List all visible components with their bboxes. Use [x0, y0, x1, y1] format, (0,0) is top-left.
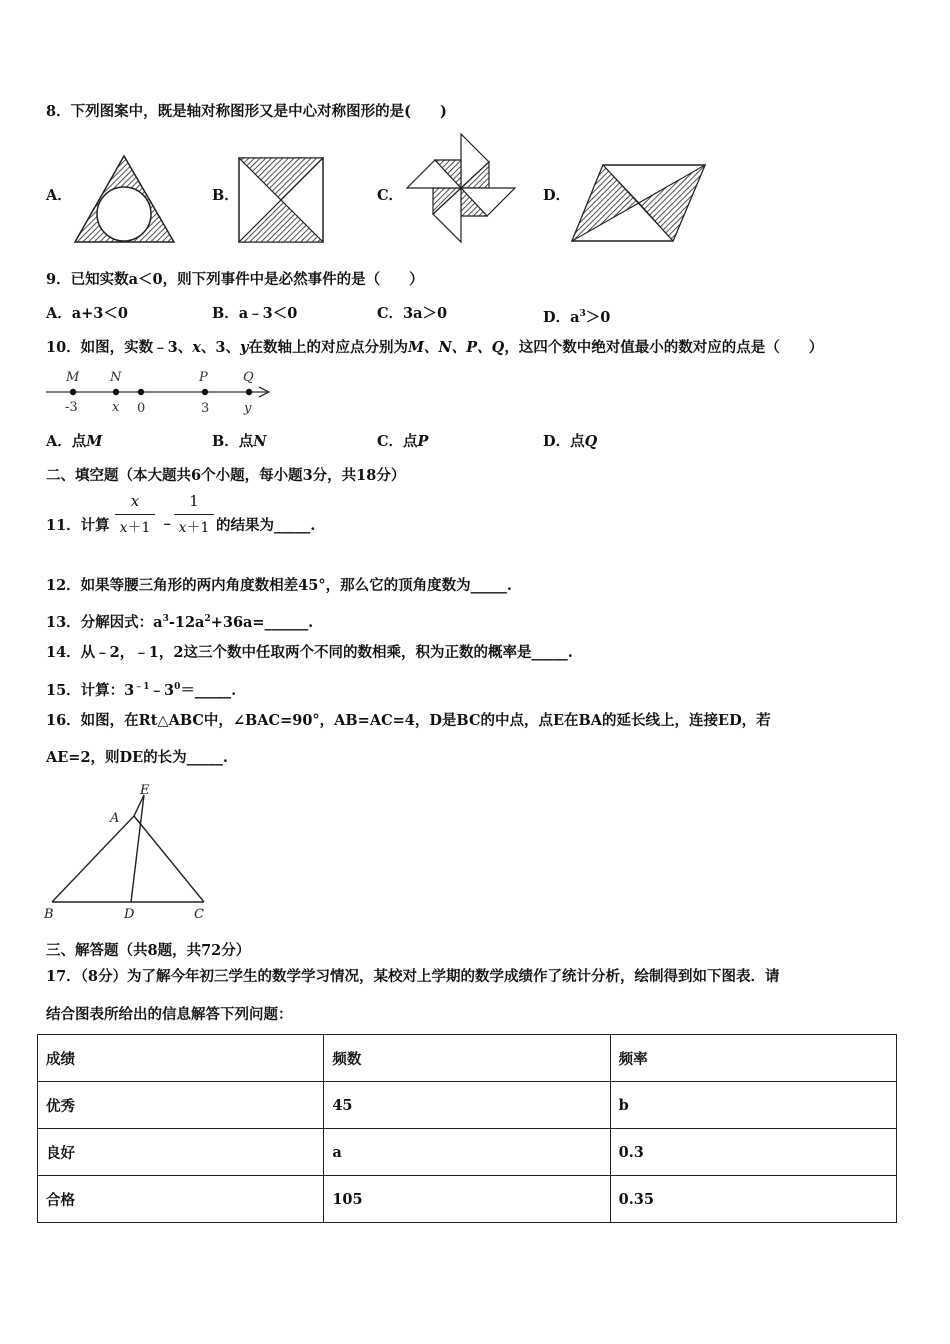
q16-triangle-figure [44, 782, 214, 924]
label-a: A [110, 811, 120, 826]
q10-option-a: A．点M [46, 433, 103, 450]
q10-option-d: D．点Q [543, 433, 598, 450]
label-c: C [194, 907, 204, 922]
table-row [38, 1129, 897, 1176]
label-p: P [199, 370, 208, 385]
table-cell: a [324, 1129, 610, 1176]
q11-fraction2-numerator: 1 [189, 492, 199, 510]
segment-ac [134, 816, 204, 902]
q8-figure-c [405, 132, 517, 244]
segment-de [131, 795, 144, 902]
q8-figure-d [571, 163, 707, 243]
q11-fraction1-bar [115, 514, 155, 515]
segment-ab [52, 816, 134, 902]
q9-option-d: D．$a^3>0$ [543, 308, 611, 326]
q11-fraction2-bar [174, 514, 214, 515]
label-e: E [140, 783, 150, 798]
table-cell: b [610, 1082, 896, 1129]
inscribed-circle [97, 187, 151, 241]
table-cell: 良好 [38, 1129, 324, 1176]
label-m: M [66, 370, 80, 385]
table-header-cell: 成绩 [38, 1035, 324, 1082]
q15-text: 15．计算：$3^{﹣1}﹣3^0=\_\_\_\_\_$. [46, 681, 237, 699]
q8-figure-a [74, 154, 176, 244]
q8-option-a-label: A． [46, 187, 72, 204]
label-d: D [124, 907, 135, 922]
label-b: B [44, 907, 54, 922]
table-header-cell: 频率 [610, 1035, 896, 1082]
q9-option-c: C．3a＞0 [377, 305, 448, 322]
q9-text: 9．已知实数a＜0，则下列事件中是必然事件的是（ ） [46, 271, 424, 288]
q12-text: 12．如果等腰三角形的两内角度数相差45°，那么它的顶角度数为_____. [46, 577, 512, 594]
q8-option-c-label: C． [377, 187, 404, 204]
section-3-heading: 三、解答题（共8题，共72分） [46, 942, 251, 959]
value-y: y [244, 401, 252, 416]
point-n [113, 389, 119, 395]
q16-text-line1: 16．如图，在Rt△ABC中，∠BAC=90°，AB=AC=4，D是BC的中点，点E在BA的延长线上，连接ED，若 [46, 712, 771, 729]
table-cell: 优秀 [38, 1082, 324, 1129]
q8-option-b-label: B． [212, 187, 239, 204]
q13-text: 13．分解因式：$a^3-12a^2+36a=\_\_\_\_\_\_$. [46, 613, 314, 631]
table-cell: 0.3 [610, 1129, 896, 1176]
value-x: x [112, 400, 120, 415]
q17-text-line2: 结合图表所给出的信息解答下列问题： [46, 1006, 293, 1023]
q9-option-b: B．a﹣3＜0 [212, 305, 298, 322]
table-row [38, 1176, 897, 1223]
table-header-cell: 频数 [324, 1035, 610, 1082]
q10-text: 10．如图，实数﹣3、x、3、y在数轴上的对应点分别为M、N、P、Q，这四个数中绝对值最小的数对应的点是（ ） [46, 339, 824, 356]
q9-option-a: A．a+3＜0 [46, 305, 128, 322]
q10-option-b: B．点N [212, 433, 267, 450]
q11-tail: 的结果为_____. [216, 517, 316, 534]
value-neg3: -3 [65, 400, 78, 415]
point-p [202, 389, 208, 395]
table-cell: 合格 [38, 1176, 324, 1223]
q8-option-d-label: D． [543, 187, 571, 204]
table-header-row [38, 1035, 897, 1082]
section-2-heading: 二、填空题（本大题共6个小题，每小题3分，共18分） [46, 467, 406, 484]
q11-fraction2-denominator: x＋1 [178, 520, 210, 536]
q11-label: 11．计算 [46, 517, 110, 534]
label-n: N [110, 370, 122, 385]
q11-fraction1-denominator: x＋1 [119, 520, 151, 536]
table-cell: 105 [324, 1176, 610, 1223]
q10-option-c: C．点P [377, 433, 429, 450]
point-origin [138, 389, 144, 395]
q11-minus: ﹣ [160, 515, 175, 532]
q14-text: 14．从﹣2，﹣1，2这三个数中任取两个不同的数相乘，积为正数的概率是_____. [46, 644, 573, 661]
label-q: Q [243, 370, 254, 385]
q16-text-line2: AE=2，则DE的长为_____. [46, 749, 228, 766]
table-row [38, 1082, 897, 1129]
table-cell: 45 [324, 1082, 610, 1129]
point-m [70, 389, 76, 395]
number-line-figure [44, 366, 274, 418]
table-cell: 0.35 [610, 1176, 896, 1223]
q11-fraction1-numerator: x [130, 492, 140, 510]
results-table [37, 1034, 897, 1223]
q8-text: 8．下列图案中，既是轴对称图形又是中心对称图形的是( ) [46, 103, 447, 120]
point-q [246, 389, 252, 395]
value-3: 3 [201, 401, 210, 416]
value-0: 0 [137, 401, 146, 416]
q8-figure-b [238, 157, 324, 243]
q17-text-line1: 17．（8分）为了解今年初三学生的数学学习情况，某校对上学期的数学成绩作了统计分析，绘制得到如下图表．请 [46, 968, 780, 985]
